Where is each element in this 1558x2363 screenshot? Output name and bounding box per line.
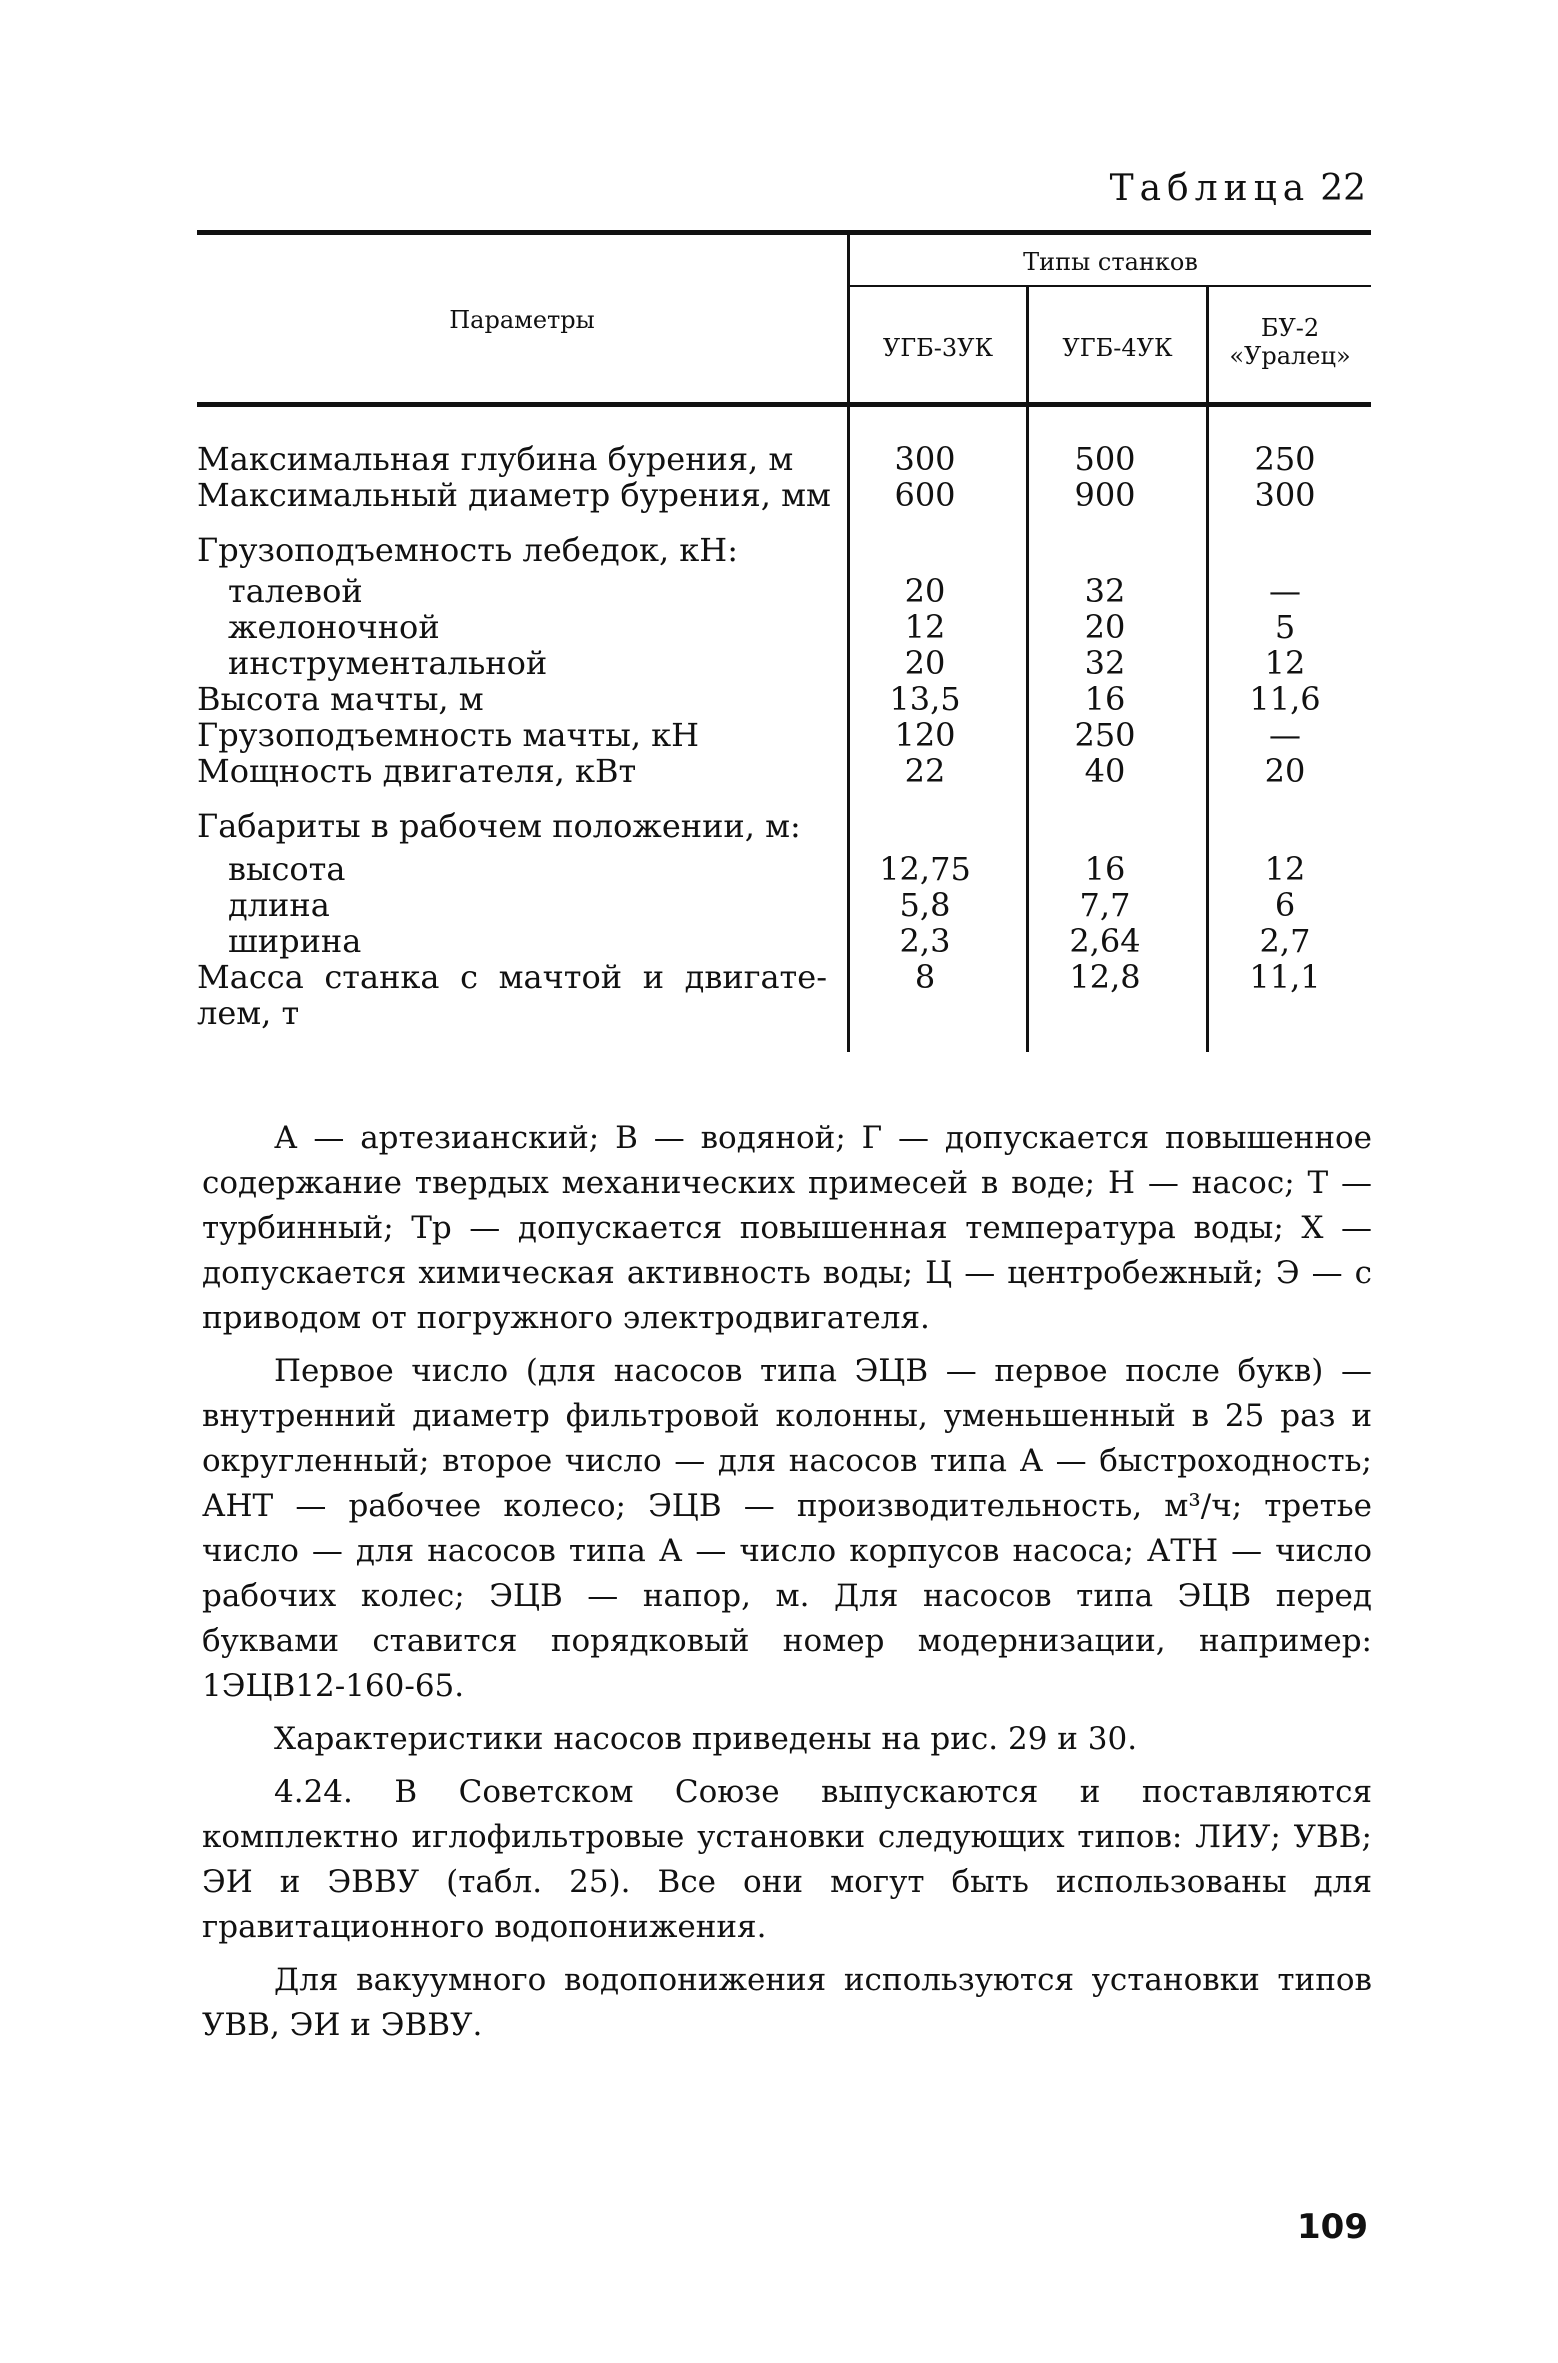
header-col-bu-2-line2: «Уралец» <box>1229 342 1351 370</box>
cell-value: 16 <box>1084 850 1126 888</box>
table-row <box>0 851 1558 887</box>
row-label: желоночной <box>228 608 440 646</box>
header-col-ugb-4uk: УГБ-4УК <box>1062 334 1173 362</box>
cell-value: 5,8 <box>899 886 951 924</box>
table-row <box>0 923 1558 959</box>
header-group-rule <box>850 285 1371 287</box>
cell-value: 5 <box>1274 608 1296 646</box>
cell-value: 500 <box>1074 440 1136 478</box>
table-row <box>0 959 1558 995</box>
paragraph: Для вакуумного водопонижения используются установки типов УВВ, ЭИ и ЭВВУ. <box>202 1962 1372 2043</box>
cell-value: 11,6 <box>1249 680 1321 718</box>
cell-value: 12,8 <box>1069 958 1141 996</box>
row-label: высота <box>228 850 346 888</box>
cell-value: 12,75 <box>879 850 971 888</box>
cell-value: 2,64 <box>1069 922 1141 960</box>
cell-value: 22 <box>904 752 946 790</box>
header-col-ugb-3uk: УГБ-3УК <box>882 334 994 362</box>
paragraph: А — артезианский; В — водяной; Г — допускается повышенное содержание твердых механических примесей в воде; Н — насос; Т — турбинный; Тр — допускается повышенная температура воды; Х — допускается химическая активность воды; Ц — центробежный; Э — с приводом от погружного электродвигателя. <box>202 1120 1372 1336</box>
table-row <box>0 717 1558 753</box>
cell-value: 16 <box>1084 680 1126 718</box>
cell-value: 12 <box>1264 850 1306 888</box>
paragraph: 4.24. В Советском Союзе выпускаются и поставляются комплектно иглофильтровые установки следующих типов: ЛИУ; УВВ; ЭИ и ЭВВУ (табл. 25). Все они могут быть использованы для гравитационного водопонижения. <box>202 1774 1372 1945</box>
row-label: Грузоподъемность лебедок, кН: <box>197 531 738 569</box>
table-row <box>0 753 1558 789</box>
cell-value: — <box>1269 716 1301 754</box>
cell-value: 20 <box>1084 608 1126 646</box>
cell-value: 6 <box>1274 886 1296 924</box>
cell-value: 900 <box>1074 476 1136 514</box>
paragraph: Первое число (для насосов типа ЭЦВ — первое после букв) — внутренний диаметр фильтровой колонны, уменьшенный в 25 раз и округленный; второе число — для насосов типа А — быстроходность; АНТ — рабочее колесо; ЭЦВ — производительность, м³/ч; третье число — для насосов типа А — число корпусов насоса; АТН — число рабочих колес; ЭЦВ — напор, м. Для насосов типа ЭЦВ перед буквами ставится порядковый номер модернизации, например: 1ЭЦВ12-160-65. <box>202 1353 1372 1704</box>
cell-value: 32 <box>1084 644 1126 682</box>
cell-value: 120 <box>894 716 956 754</box>
cell-value: 32 <box>1084 572 1126 610</box>
table-top-rule <box>197 230 1371 235</box>
cell-value: 250 <box>1254 440 1316 478</box>
cell-value: 12 <box>904 608 946 646</box>
paragraph: Характеристики насосов приведены на рис. 29 и 30. <box>274 1721 1138 1757</box>
table-row <box>0 441 1558 477</box>
table-row <box>0 887 1558 923</box>
header-params: Параметры <box>449 306 595 334</box>
body-text <box>202 1116 1372 2048</box>
cell-value: 13,5 <box>889 680 961 718</box>
table-row <box>0 609 1558 645</box>
table-row-continuation <box>0 995 1558 1031</box>
row-label: Мощность двигателя, кВт <box>197 752 637 790</box>
cell-value: 600 <box>894 476 956 514</box>
cell-value: — <box>1269 572 1301 610</box>
page-number: 109 <box>1297 2207 1368 2247</box>
row-label: Высота мачты, м <box>197 680 484 718</box>
row-label: инструментальной <box>228 644 548 682</box>
table-caption <box>1110 168 1366 209</box>
cell-value: 7,7 <box>1079 886 1131 924</box>
table-caption-word: Таблица <box>1109 168 1311 209</box>
table-row <box>0 573 1558 609</box>
table-row <box>0 808 1558 844</box>
row-label: длина <box>228 886 330 924</box>
row-label: Максимальный диаметр бурения, мм <box>197 476 831 514</box>
cell-value: 8 <box>914 958 936 996</box>
table-caption-number: 22 <box>1320 168 1366 209</box>
table-header-rule <box>197 402 1371 407</box>
cell-value: 11,1 <box>1249 958 1321 996</box>
row-label: Грузоподъемность мачты, кН <box>197 716 700 754</box>
cell-value: 12 <box>1264 644 1306 682</box>
header-col-bu-2-line1: БУ-2 <box>1260 314 1320 342</box>
row-label: Масса станка с мачтой и двигате- <box>197 958 827 996</box>
table-row <box>0 645 1558 681</box>
row-label: Максимальная глубина бурения, м <box>197 440 794 478</box>
row-label: талевой <box>228 572 363 610</box>
cell-value: 2,7 <box>1259 922 1311 960</box>
row-label: Габариты в рабочем положении, м: <box>197 807 801 845</box>
table-row <box>0 532 1558 568</box>
cell-value: 20 <box>1264 752 1306 790</box>
cell-value: 300 <box>1254 476 1316 514</box>
cell-value: 40 <box>1084 752 1126 790</box>
cell-value: 20 <box>904 644 946 682</box>
cell-value: 20 <box>904 572 946 610</box>
row-label: ширина <box>228 922 362 960</box>
header-col-bu-2 <box>1209 314 1371 370</box>
cell-value: 300 <box>894 440 956 478</box>
table-row <box>0 477 1558 513</box>
cell-value: 2,3 <box>899 922 951 960</box>
header-machine-types: Типы станков <box>1023 248 1198 276</box>
table-row <box>0 681 1558 717</box>
cell-value: 250 <box>1074 716 1136 754</box>
row-label-continuation: лем, т <box>197 994 300 1032</box>
